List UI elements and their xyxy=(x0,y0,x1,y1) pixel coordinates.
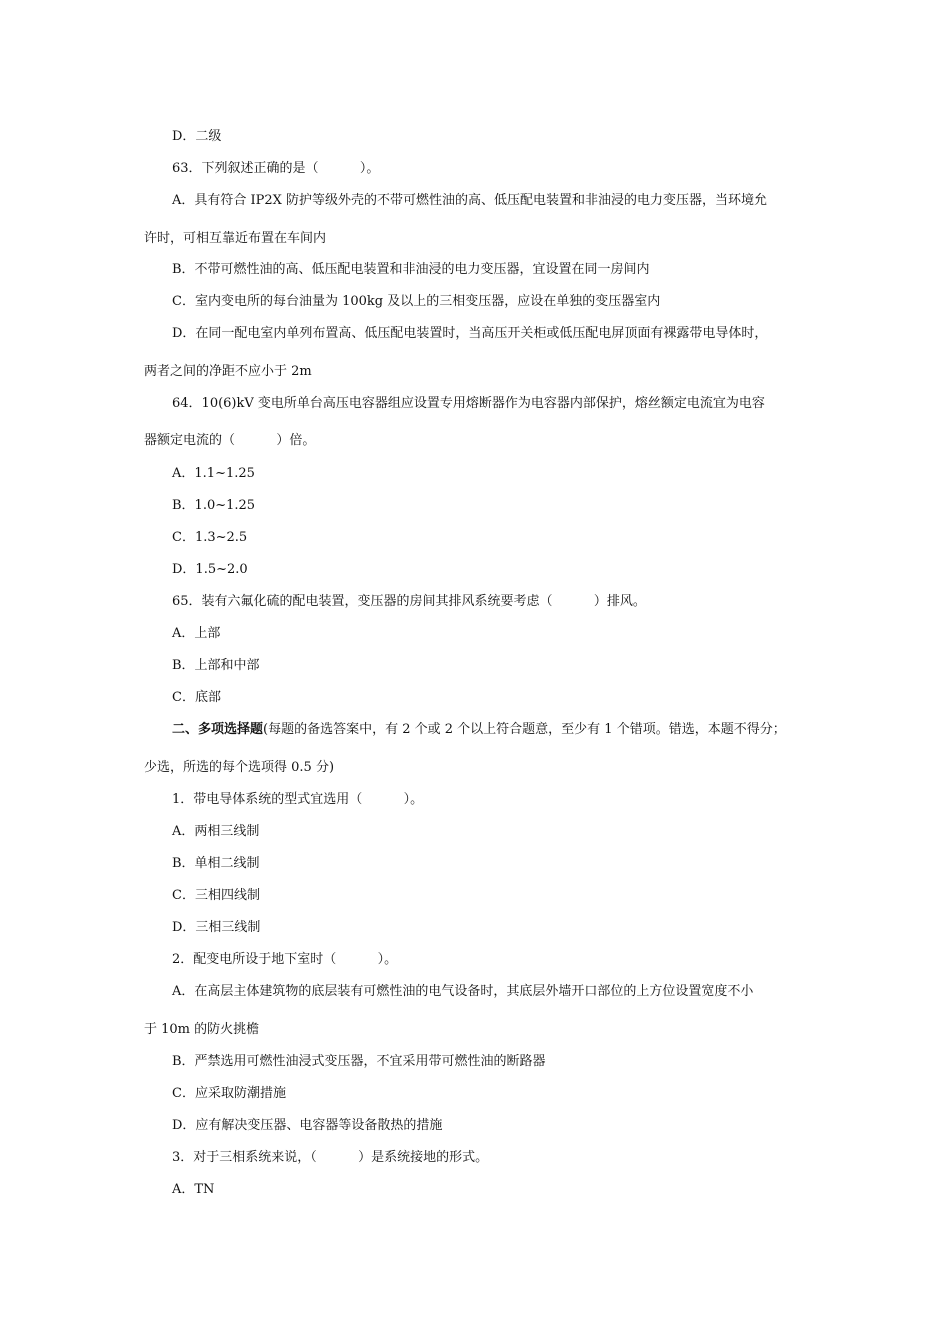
section-title: 二、多项选择题 xyxy=(172,722,264,737)
option-line: C．三相四线制 xyxy=(172,888,260,903)
option-line: C．应采取防潮措施 xyxy=(172,1086,286,1101)
option-line: B．单相二线制 xyxy=(172,856,260,871)
question-line: 2．配变电所设于地下室时（ ）。 xyxy=(172,952,398,967)
option-line: B．严禁选用可燃性油浸式变压器，不宜采用带可燃性油的断路器 xyxy=(172,1054,546,1069)
option-continuation: 两者之间的净距不应小于 2m xyxy=(144,364,312,379)
option-line: C．1.3~2.5 xyxy=(172,530,248,545)
option-line: D．在同一配电室内单列布置高、低压配电装置时，当高压开关柜或低压配电屏顶面有裸露带电导体时， xyxy=(172,326,768,341)
option-line: A．在高层主体建筑物的底层装有可燃性油的电气设备时，其底层外墙开口部位的上方位设置宽度不小 xyxy=(172,984,754,999)
option-continuation: 许时，可相互靠近布置在车间内 xyxy=(144,231,327,246)
section-note: (每题的备选答案中，有 2 个或 2 个以上符合题意，至少有 1 个错项。错选，本题不得分； xyxy=(263,722,786,737)
question-continuation: 器额定电流的（ ）倍。 xyxy=(144,433,316,448)
question-line: 1．带电导体系统的型式宜选用（ ）。 xyxy=(172,792,424,807)
option-line: B．1.0~1.25 xyxy=(172,498,256,513)
option-line: D．应有解决变压器、电容器等设备散热的措施 xyxy=(172,1118,443,1133)
option-continuation: 于 10m 的防火挑檐 xyxy=(144,1022,260,1037)
question-line: 3．对于三相系统来说，（ ）是系统接地的形式。 xyxy=(172,1150,489,1165)
question-line: 63．下列叙述正确的是（ ）。 xyxy=(172,161,380,176)
section-note-continuation: 少选，所选的每个选项得 0.5 分) xyxy=(144,760,335,775)
question-line: 65．装有六氟化硫的配电装置，变压器的房间其排风系统要考虑（ ）排风。 xyxy=(172,594,646,609)
option-line: C．底部 xyxy=(172,690,221,705)
question-line: 64．10(6)kV 变电所单台高压电容器组应设置专用熔断器作为电容器内部保护，熔丝额定电流宜为电容 xyxy=(172,396,765,411)
option-line: A．具有符合 IP2X 防护等级外壳的不带可燃性油的高、低压配电装置和非油浸的电力变压器，当环境允 xyxy=(172,193,768,208)
option-line: D．1.5~2.0 xyxy=(172,562,248,577)
option-line: A．1.1~1.25 xyxy=(172,466,255,481)
option-line: B．上部和中部 xyxy=(172,658,260,673)
option-line: A．两相三线制 xyxy=(172,824,260,839)
option-line: A．上部 xyxy=(172,626,221,641)
option-line: A．TN xyxy=(172,1182,215,1197)
option-line: B．不带可燃性油的高、低压配电装置和非油浸的电力变压器，宜设置在同一房间内 xyxy=(172,262,650,277)
option-line: D．二级 xyxy=(172,129,222,144)
section-heading xyxy=(172,722,786,738)
option-line: D．三相三线制 xyxy=(172,920,261,935)
option-line: C．室内变电所的每台油量为 100kg 及以上的三相变压器，应设在单独的变压器室内 xyxy=(172,294,661,309)
